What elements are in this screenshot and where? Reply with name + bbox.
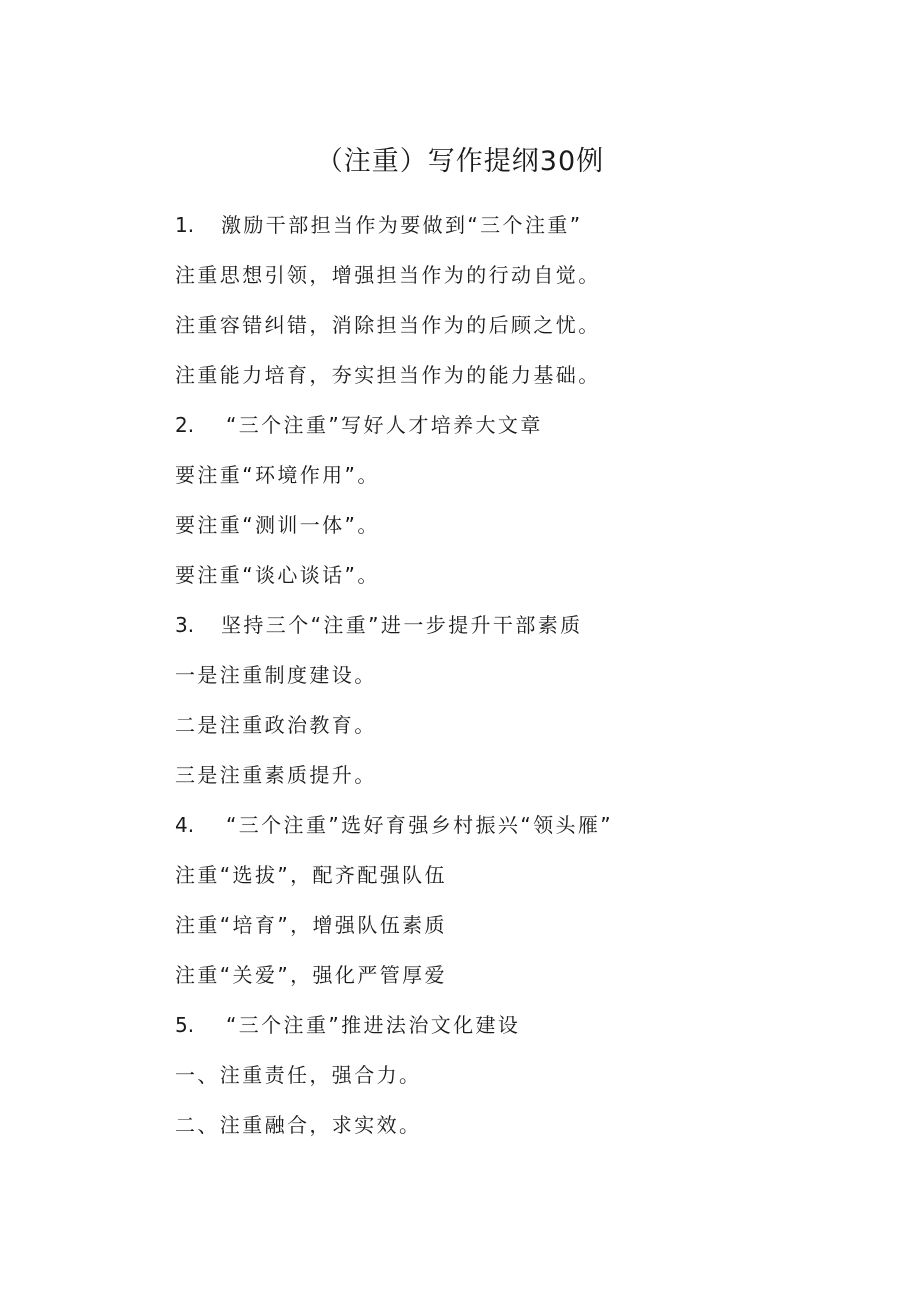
outline-item: 三是注重素质提升。 bbox=[175, 763, 377, 787]
document-title: （注重）写作提纲30例 bbox=[315, 146, 605, 177]
section-heading bbox=[175, 1005, 875, 1055]
section-heading bbox=[175, 605, 875, 655]
outline-item: 二是注重政治教育。 bbox=[175, 713, 377, 737]
outline-item: 注重“选拔”，配齐配强队伍 bbox=[175, 863, 447, 887]
section-number: 5. bbox=[175, 1013, 195, 1037]
document-body bbox=[175, 205, 875, 1155]
outline-item: 二、注重融合，求实效。 bbox=[175, 1113, 422, 1137]
outline-item: 要注重“测训一体”。 bbox=[175, 513, 380, 537]
outline-item: 注重“培育”，增强队伍素质 bbox=[175, 913, 447, 937]
section-heading bbox=[175, 205, 875, 255]
outline-item: 一、注重责任，强合力。 bbox=[175, 1063, 422, 1087]
section-number: 1. bbox=[175, 213, 195, 237]
outline-item: 注重“关爱”，强化严管厚爱 bbox=[175, 963, 447, 987]
section-heading-text: 激励干部担当作为要做到“三个注重” bbox=[221, 213, 583, 237]
section-heading-text: 坚持三个“注重”进一步提升干部素质 bbox=[221, 613, 583, 637]
section-number: 3. bbox=[175, 613, 195, 637]
section-heading-text: “三个注重”推进法治文化建设 bbox=[226, 1013, 521, 1037]
section-heading-text: “三个注重”选好育强乡村振兴“领头雁” bbox=[226, 813, 614, 837]
section-heading bbox=[175, 405, 875, 455]
outline-item: 注重思想引领，增强担当作为的行动自觉。 bbox=[175, 263, 601, 287]
outline-item: 要注重“环境作用”。 bbox=[175, 463, 380, 487]
section-heading bbox=[175, 805, 875, 855]
section-heading-text: “三个注重”写好人才培养大文章 bbox=[226, 413, 543, 437]
section-number: 2. bbox=[175, 413, 195, 437]
outline-item: 注重容错纠错，消除担当作为的后顾之忧。 bbox=[175, 313, 601, 337]
section-number: 4. bbox=[175, 813, 195, 837]
outline-item: 一是注重制度建设。 bbox=[175, 663, 377, 687]
outline-item: 注重能力培育，夯实担当作为的能力基础。 bbox=[175, 363, 601, 387]
outline-item: 要注重“谈心谈话”。 bbox=[175, 563, 380, 587]
